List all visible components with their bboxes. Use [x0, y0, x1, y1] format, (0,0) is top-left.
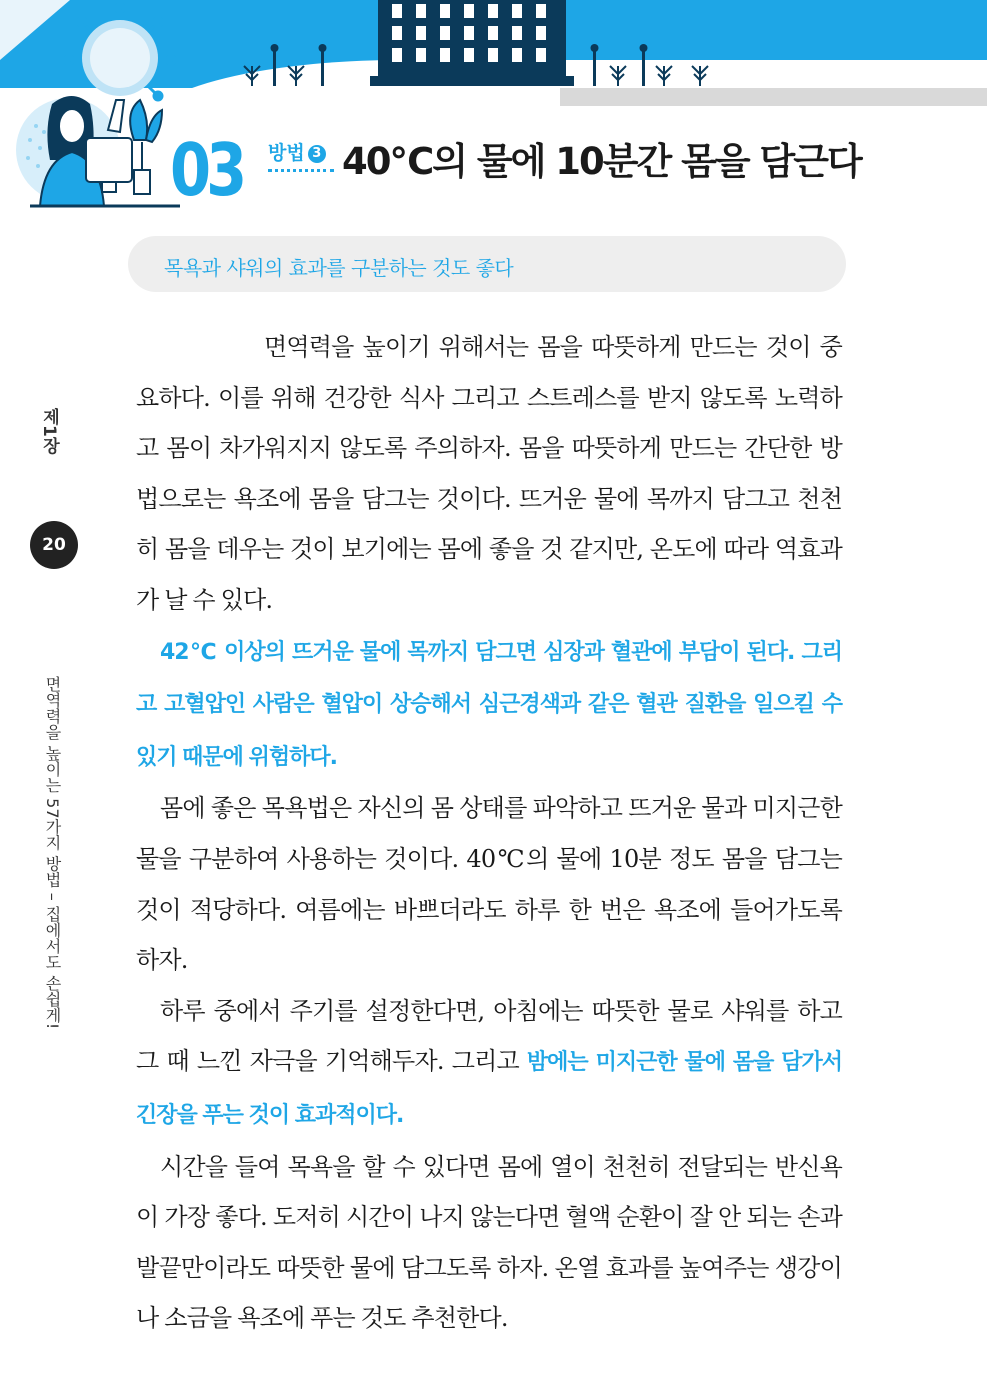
method-label — [268, 138, 326, 165]
paragraph-3: 몸에 좋은 목욕법은 자신의 몸 상태를 파악하고 뜨거운 물과 미지근한 물을 구분하여 사용하는 것이다. 40℃의 물에 10분 정도 몸을 담그는 것이 적당하다. 여름에는 바쁘더라도 하루 한 번은 욕조에 들어가도록 하자. — [136, 794, 842, 975]
page-title: 40℃의 물에 10분간 몸을 담근다 — [342, 140, 861, 183]
body-text — [136, 322, 842, 1344]
woman-at-computer-illustration — [16, 96, 180, 206]
paragraph-1: 면역력을 높이기 위해서는 몸을 따뜻하게 만드는 것이 중요하다. 이를 위해 건강한 식사 그리고 스트레스를 받지 않도록 노력하고 몸이 차가워지지 않도록 주의하자. 몸을 따뜻하게 만드는 간단한 방법으로는 욕조에 몸을 담그는 것이다. 뜨거운 물에 목까지 담그고 천천히 몸을 데우는 것이 보기에는 몸에 좋을 것 같지만, 온도에 따라 역효과가 날 수 있다. — [136, 333, 842, 614]
method-underline — [268, 166, 334, 172]
subtitle: 목욕과 샤워의 효과를 구분하는 것도 좋다 — [164, 256, 514, 280]
highlight-text: 밤에는 미지근한 물에 몸을 담가서 긴장을 푸는 것이 효과적이다. — [136, 1050, 842, 1128]
paragraph-4 — [136, 986, 842, 1142]
method-number-badge: 3 — [308, 145, 326, 163]
book-title-vertical: 면역력을 높이는 57가지 방법 – 집에서도 손쉽게! — [43, 676, 62, 1030]
header-illustration — [0, 0, 987, 230]
building-illustration — [370, 0, 574, 86]
paragraph-5: 시간을 들여 목욕을 할 수 있다면 몸에 열이 천천히 전달되는 반신욕이 가장 좋다. 도저히 시간이 나지 않는다면 혈액 순환이 잘 안 되는 손과 발끝만이라도 따뜻한 물에 담그도록 하자. 온열 효과를 높여주는 생강이나 소금을 욕조에 푸는 것도 추천한다. — [136, 1152, 842, 1333]
paragraph-4-text: 하루 중에서 주기를 설정한다면, 아침에는 따뜻한 물로 샤워를 하고 그 때 느낀 자극을 기억해두자. 그리고 — [136, 996, 842, 1076]
paragraph-2 — [136, 626, 842, 784]
highlight-text: 42℃ 이상의 뜨거운 물에 목까지 담그면 심장과 혈관에 부담이 된다. 그리고 고혈압인 사람은 혈압이 상승해서 심근경색과 같은 혈관 질환을 일으킬 수 있기 때문에 위험하다. — [136, 639, 842, 770]
method-text: 방법 — [268, 142, 305, 164]
virus-illustration — [65, 4, 175, 100]
chapter-number: 03 — [170, 128, 243, 212]
subtitle-pill — [128, 236, 846, 292]
chapter-label: 제1장 — [39, 408, 59, 454]
page-number: 20 — [30, 521, 78, 569]
